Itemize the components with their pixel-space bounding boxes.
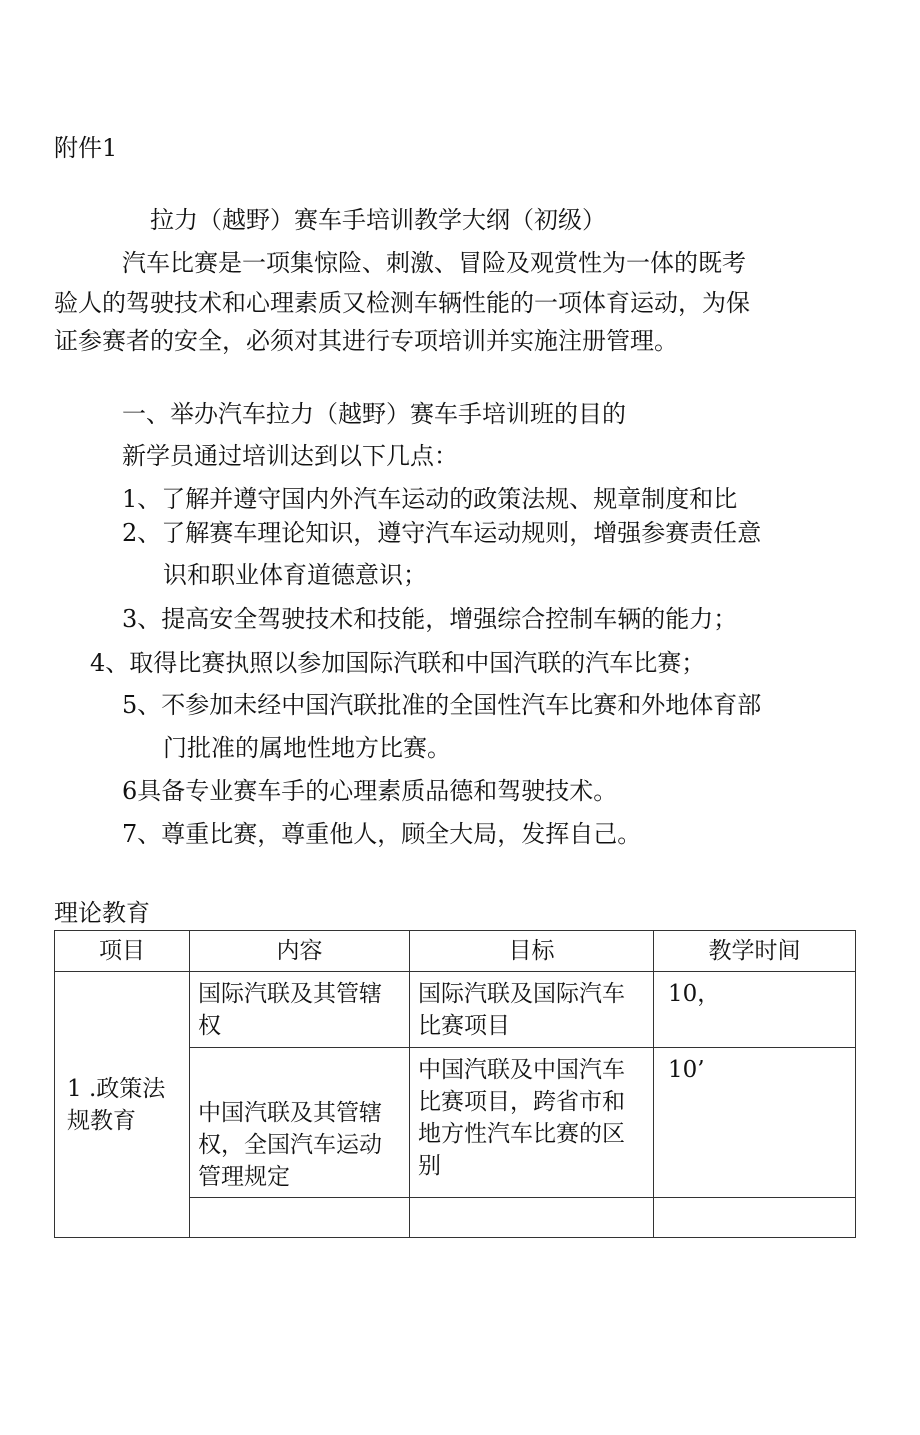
header-item: 项目 bbox=[55, 931, 190, 972]
theory-education-table bbox=[54, 930, 856, 1238]
list-item-continuation: 门批准的属地性地方比赛。 bbox=[163, 734, 451, 762]
table-title: 理论教育 bbox=[54, 899, 150, 927]
category-cell bbox=[55, 972, 190, 1238]
list-item: 5、不参加未经中国汽联批准的全国性汽车比赛和外地体育部 bbox=[122, 691, 762, 719]
header-goal: 目标 bbox=[410, 931, 654, 972]
goal-cell bbox=[410, 972, 654, 1048]
table-row bbox=[55, 972, 856, 1048]
content-cell bbox=[190, 972, 410, 1048]
section-lead: 新学员通过培训达到以下几点： bbox=[122, 442, 458, 470]
list-item-continuation: 识和职业体育道德意识； bbox=[163, 561, 427, 589]
attachment-label: 附件1 bbox=[54, 134, 118, 162]
goal-text: 国际汽联及国际汽车比赛项目 bbox=[418, 981, 625, 1039]
header-time: 教学时间 bbox=[654, 931, 856, 972]
list-item: 3、提高安全驾驶技术和技能，增强综合控制车辆的能力； bbox=[122, 605, 738, 633]
intro-line: 汽车比赛是一项集惊险、刺激、冒险及观赏性为一体的既考 bbox=[122, 249, 746, 277]
content-text: 中国汽联及其管辖权，全国汽车运动管理规定 bbox=[198, 1100, 382, 1190]
time-text: 10， bbox=[668, 981, 721, 1007]
section-heading: 一、举办汽车拉力（越野）赛车手培训班的目的 bbox=[122, 400, 626, 428]
time-cell bbox=[654, 1198, 856, 1238]
intro-line: 证参赛者的安全，必须对其进行专项培训并实施注册管理。 bbox=[54, 327, 678, 355]
list-item: 7、尊重比赛，尊重他人，顾全大局，发挥自己。 bbox=[122, 820, 642, 848]
time-cell bbox=[654, 1048, 856, 1198]
table-header-row bbox=[55, 931, 856, 972]
list-item: 2、了解赛车理论知识，遵守汽车运动规则，增强参赛责任意 bbox=[122, 519, 762, 547]
list-item: 1、了解并遵守国内外汽车运动的政策法规、规章制度和比 bbox=[122, 485, 738, 513]
content-cell bbox=[190, 1048, 410, 1198]
content-text: 国际汽联及其管辖权 bbox=[198, 981, 382, 1039]
goal-text: 中国汽联及中国汽车比赛项目，跨省市和地方性汽车比赛的区别 bbox=[418, 1057, 625, 1179]
time-text: 10’ bbox=[668, 1057, 705, 1083]
time-cell bbox=[654, 972, 856, 1048]
document-title: 拉力（越野）赛车手培训教学大纲（初级） bbox=[150, 206, 606, 234]
goal-cell bbox=[410, 1048, 654, 1198]
list-item: 6具备专业赛车手的心理素质品德和驾驶技术。 bbox=[122, 777, 618, 805]
header-content: 内容 bbox=[190, 931, 410, 972]
category-label: 1 .政策法规教育 bbox=[67, 1075, 166, 1134]
content-cell bbox=[190, 1198, 410, 1238]
intro-line: 验人的驾驶技术和心理素质又检测车辆性能的一项体育运动，为保 bbox=[54, 289, 750, 317]
goal-cell bbox=[410, 1198, 654, 1238]
list-item: 4、取得比赛执照以参加国际汽联和中国汽联的汽车比赛； bbox=[90, 649, 706, 677]
